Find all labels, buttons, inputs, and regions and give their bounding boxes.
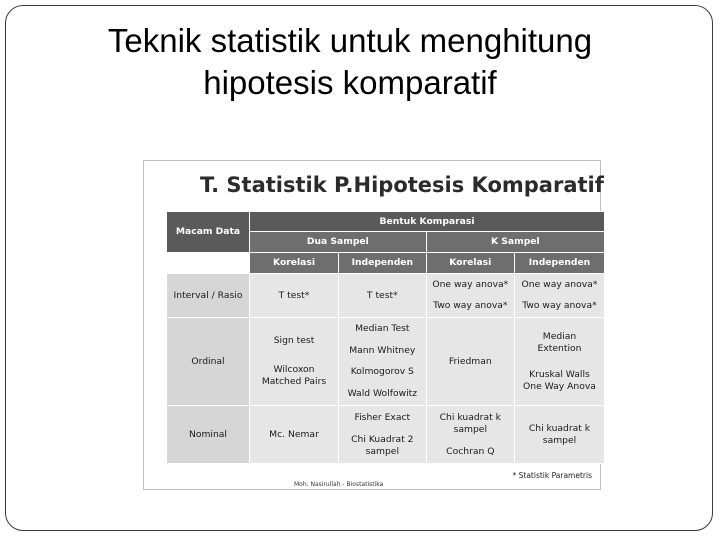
cell-text: Median Extention: [537, 330, 582, 354]
cell-text: One way anova*: [432, 279, 509, 290]
slide-title-line-2: hipotesis komparatif: [203, 64, 497, 101]
row-label-nominal: Nominal: [167, 406, 250, 464]
cell-text: Sign test: [273, 335, 315, 346]
cell-ordinal-k-independen: [514, 318, 604, 406]
cell-nominal-dua-independen: [338, 406, 426, 464]
cell-ordinal-dua-independen: [338, 318, 426, 406]
header-k-sampel: K Sampel: [426, 232, 604, 253]
header-macam-data: Macam Data: [167, 212, 250, 253]
cell-text: Chi Kuadrat 2 sampel: [351, 433, 414, 457]
cell-ordinal-dua-korelasi: [250, 318, 339, 406]
cell-nominal-dua-korelasi: Mc. Nemar: [250, 406, 339, 464]
cell-text: Wald Wolfowitz: [347, 387, 418, 399]
slide-title-line-1: Teknik statistik untuk menghitung: [107, 22, 593, 59]
comparison-table-figure: [143, 160, 604, 490]
row-label-interval: Interval / Rasio: [167, 274, 250, 318]
header-k-korelasi: Korelasi: [426, 253, 514, 274]
comparison-table: [166, 211, 605, 464]
cell-text: One way anova*: [521, 279, 598, 290]
footnote: * Statistik Parametris: [512, 471, 592, 480]
cell-interval-k-korelasi: [426, 274, 514, 318]
cell-text: Median Test: [355, 323, 410, 335]
cell-interval-k-independen: [514, 274, 604, 318]
cell-text: Fisher Exact: [354, 411, 411, 423]
cell-text: Kruskal Walls One Way Anova: [523, 368, 596, 392]
cell-text: Mann Whitney: [349, 344, 416, 356]
header-dua-sampel: Dua Sampel: [250, 232, 427, 253]
cell-text: Cochran Q: [446, 445, 495, 457]
cell-interval-dua-korelasi: T test*: [250, 274, 339, 318]
cell-interval-dua-independen: T test*: [338, 274, 426, 318]
cell-ordinal-k-korelasi: Friedman: [426, 318, 514, 406]
header-dua-independen: Independen: [338, 253, 426, 274]
cell-text: Two way anova*: [522, 300, 597, 311]
figure-title: T. Statistik P.Hipotesis Komparatif: [200, 173, 604, 197]
cell-text: Kolmogorov S: [350, 366, 414, 378]
slide-title: [0, 20, 700, 104]
credit-text: Moh. Nasirullah - Biostatistika: [294, 481, 384, 488]
cell-text: Two way anova*: [433, 300, 508, 311]
header-k-independen: Independen: [514, 253, 604, 274]
cell-nominal-k-independen: Chi kuadrat k sampel: [514, 406, 604, 464]
table-row-ordinal: [167, 318, 605, 406]
row-label-ordinal: Ordinal: [167, 318, 250, 406]
cell-text: Chi kuadrat k sampel: [439, 411, 501, 435]
cell-text: Wilcoxon Matched Pairs: [261, 364, 327, 387]
cell-nominal-k-korelasi: [426, 406, 514, 464]
header-dua-korelasi: Korelasi: [250, 253, 339, 274]
table-row-interval: [167, 274, 605, 318]
table-row-nominal: [167, 406, 605, 464]
header-bentuk-komparasi: Bentuk Komparasi: [250, 212, 605, 232]
